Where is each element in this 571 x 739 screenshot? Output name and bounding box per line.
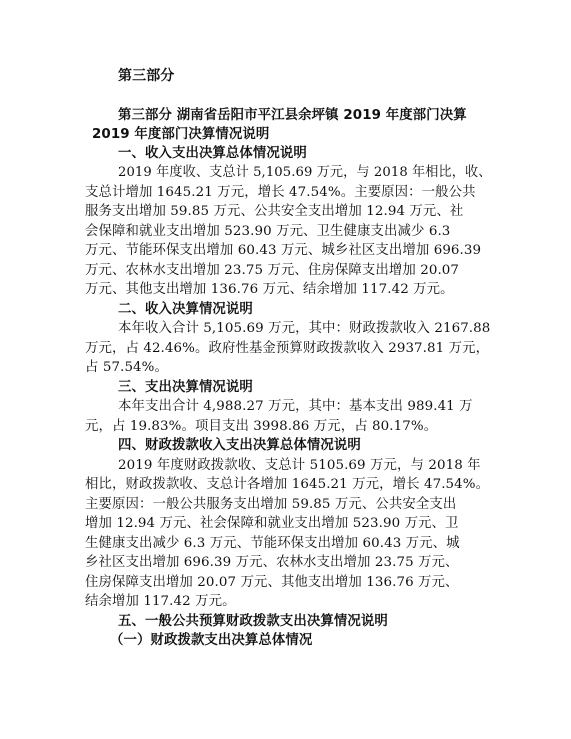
document-title-line-1: 第三部分 湖南省岳阳市平江县余坪镇 2019 年度部门决算 [118,108,467,123]
section-1-line: 服务支出增加 59.85 万元、公共安全支出增加 12.94 万元、社 [85,204,464,219]
section-4-line: 相比，财政拨款收、支总计各增加 1645.21 万元，增长 47.54%。 [85,477,490,492]
section-4-line: 主要原因：一般公共服务支出增加 59.85 万元、公共安全支出 [85,497,457,512]
document-title-line-2: 2019 年度部门决算情况说明 [92,127,270,142]
section-4-line: 2019 年度财政拨款收、支总计 5105.69 万元，与 2018 年 [118,458,481,473]
section-4-line: 增加 12.94 万元、社会保障和就业支出增加 523.90 万元、卫 [85,516,459,531]
section-3-heading: 三、支出决算情况说明 [118,380,253,395]
section-2-heading: 二、收入决算情况说明 [118,302,253,317]
section-2-line: 占 57.54%。 [85,360,168,375]
section-1-line: 万元、节能环保支出增加 60.43 万元、城乡社区支出增加 696.39 [85,243,482,258]
section-1-line: 会保障和就业支出增加 523.90 万元、卫生健康支出减少 6.3 [85,224,451,239]
section-3-line: 元，占 19.83%。项目支出 3998.86 万元，占 80.17%。 [85,419,438,434]
section-4-line: 生健康支出减少 6.3 万元、节能环保支出增加 60.43 万元、城 [85,536,460,551]
section-1-line: 支总计增加 1645.21 万元，增长 47.54%。主要原因：一般公共 [85,185,476,200]
section-1-heading: 一、收入支出决算总体情况说明 [118,146,307,161]
section-1-line: 2019 年度收、支总计 5,105.69 万元，与 2018 年相比，收、 [118,165,492,180]
part-label: 第三部分 [118,68,175,84]
section-4-line: 乡社区支出增加 696.39 万元、农林水支出增加 23.75 万元、 [85,555,459,570]
section-2-line: 本年收入合计 5,105.69 万元，其中：财政拨款收入 2167.88 [118,321,491,336]
section-1-line: 万元、农林水支出增加 23.75 万元、住房保障支出增加 20.07 [85,263,460,278]
section-5-heading: 五、一般公共预算财政拨款支出决算情况说明 [118,614,388,629]
section-4-line: 住房保障支出增加 20.07 万元、其他支出增加 136.76 万元、 [85,575,459,590]
section-2-line: 万元，占 42.46%。政府性基金预算财政拨款收入 2937.81 万元， [85,341,490,356]
section-1-line: 万元、其他支出增加 136.76 万元、结余增加 117.42 万元。 [85,282,454,297]
section-3-line: 本年支出合计 4,988.27 万元，其中：基本支出 989.41 万 [118,399,473,414]
section-4-heading: 四、财政拨款收入支出决算总体情况说明 [118,438,361,453]
section-4-line: 结余增加 117.42 万元。 [85,594,236,609]
section-5-1-heading: （一）财政拨款支出决算总体情况 [110,633,313,648]
